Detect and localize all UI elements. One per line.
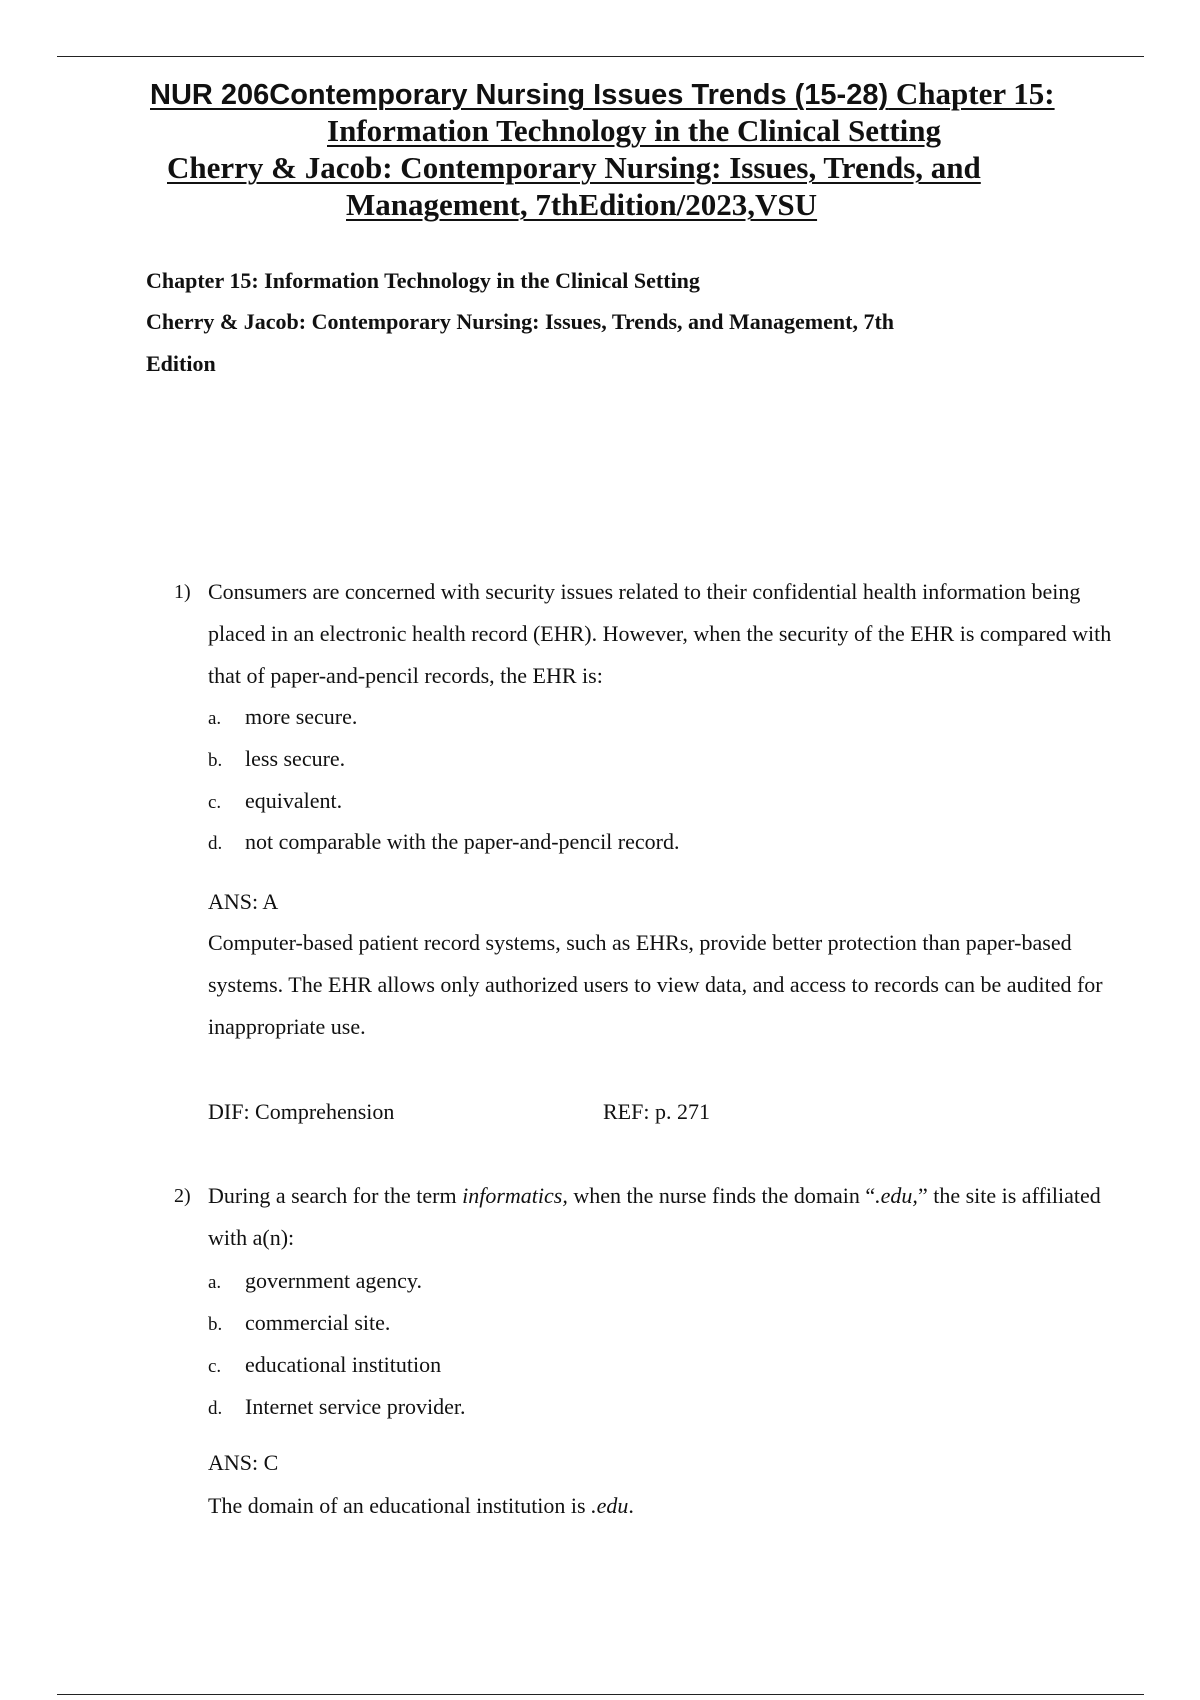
option-letter: a. (208, 1272, 222, 1293)
question-stem: Consumers are concerned with security issues related to their confidential health information being placed in an electronic health record (EHR). However, when the security of the EHR is compared with that of paper-and-pencil records, the EHR is: (208, 579, 1112, 688)
option-d (208, 828, 679, 858)
option-text: less secure. (245, 746, 346, 771)
option-text: equivalent. (245, 788, 343, 813)
page-reference: REF: p. 271 (603, 1099, 710, 1124)
chapter-label: Chapter 15: (888, 76, 1055, 111)
bottom-rule (57, 1694, 1144, 1695)
option-text: educational institution (245, 1352, 442, 1377)
answer-key: ANS: C (208, 1450, 279, 1475)
option-text: not comparable with the paper-and-pencil record. (245, 829, 680, 854)
option-b (208, 1309, 390, 1339)
option-letter: c. (208, 792, 222, 813)
option-letter: d. (208, 833, 223, 854)
subheading-edition: Edition (146, 351, 216, 376)
option-d (208, 1393, 466, 1423)
rationale-domain: .edu (591, 1493, 629, 1518)
option-text: more secure. (245, 704, 358, 729)
rationale-text: The domain of an educational institution is (208, 1493, 592, 1518)
option-text: Internet service provider. (245, 1394, 466, 1419)
subheading-book: Cherry & Jacob: Contemporary Nursing: Issues, Trends, and Management, 7th (146, 309, 894, 334)
option-letter: b. (208, 750, 223, 771)
difficulty: DIF: Comprehension (208, 1099, 395, 1124)
answer-rationale: Computer-based patient record systems, such as EHRs, provide better protection than paper-based systems. The EHR allows only authorized users to view data, and access to records can be audited for inappropriate use. (208, 930, 1103, 1039)
title-line-2: Information Technology in the Clinical Setting (327, 113, 942, 148)
stem-domain: .edu, (875, 1183, 918, 1208)
answer-key: ANS: A (208, 889, 279, 914)
answer-rationale (208, 1492, 634, 1520)
subheading-chapter: Chapter 15: Information Technology in the Clinical Setting (146, 268, 700, 293)
option-a (208, 1267, 422, 1297)
stem-term: informatics, (462, 1183, 568, 1208)
option-letter: c. (208, 1356, 222, 1377)
rationale-text: . (628, 1493, 634, 1518)
question-number: 1) (174, 581, 191, 603)
title-line-3: Cherry & Jacob: Contemporary Nursing: Issues, Trends, and (167, 150, 981, 185)
stem-text: During a search for the term (208, 1183, 463, 1208)
option-c (208, 1351, 441, 1381)
title-line-4: Management, 7thEdition/2023,VSU (346, 187, 818, 222)
option-text: commercial site. (245, 1310, 391, 1335)
title-line-1 (150, 76, 1055, 113)
stem-text: ” the site is affiliated with a(n): (208, 1183, 1101, 1250)
stem-text: when the nurse finds the domain “ (567, 1183, 876, 1208)
course-code-title: NUR 206Contemporary Nursing Issues Trends (15-28) (150, 79, 889, 111)
option-a (208, 703, 357, 733)
question-stem (208, 1175, 1118, 1259)
option-letter: d. (208, 1398, 223, 1419)
top-rule (57, 56, 1144, 57)
option-text: government agency. (245, 1268, 422, 1293)
option-c (208, 787, 342, 817)
question-meta (208, 1098, 710, 1126)
option-b (208, 745, 345, 775)
option-letter: b. (208, 1314, 223, 1335)
question-number: 2) (174, 1185, 191, 1207)
option-letter: a. (208, 708, 222, 729)
